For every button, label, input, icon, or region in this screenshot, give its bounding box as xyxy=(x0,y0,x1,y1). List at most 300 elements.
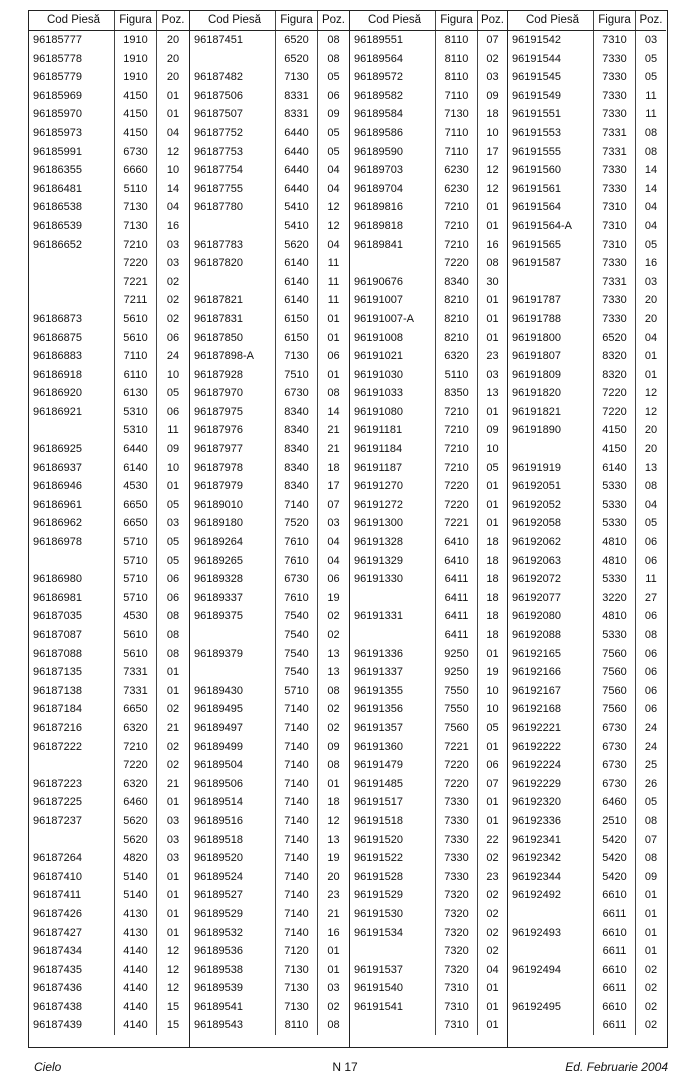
cell-poz: 04 xyxy=(635,198,666,217)
cell-cod-piesa: 96191331 xyxy=(354,610,403,623)
cell-cod-piesa: 96187237 xyxy=(33,814,82,827)
cell-figura: 7320 xyxy=(435,886,477,905)
cell-figura: 5610 xyxy=(114,645,156,664)
cell-cod-piesa: 96187087 xyxy=(33,629,82,641)
table-row xyxy=(29,942,189,961)
cell-figura: 7220 xyxy=(435,254,477,273)
table-row xyxy=(508,831,666,850)
cell-figura: 7210 xyxy=(114,236,156,255)
table-row xyxy=(350,998,507,1017)
cell-figura: 7320 xyxy=(435,942,477,961)
cell-cod-piesa: 96187138 xyxy=(33,684,82,697)
table-row xyxy=(190,329,349,348)
table-row xyxy=(350,105,507,124)
table-row xyxy=(350,868,507,887)
cell-figura: 7560 xyxy=(593,663,635,682)
cell-cod-piesa: 96191030 xyxy=(354,368,403,381)
table-row xyxy=(190,812,349,831)
cell-cod-piesa: 96192166 xyxy=(512,666,561,679)
cell-cod-piesa: 96189518 xyxy=(194,833,243,846)
cell-figura: 5110 xyxy=(114,180,156,199)
cell-cod-piesa: 96189703 xyxy=(354,164,403,177)
cell-poz: 01 xyxy=(477,998,507,1017)
cell-poz: 04 xyxy=(317,180,349,199)
cell-cod-piesa: 96192051 xyxy=(512,480,561,493)
table-header xyxy=(190,11,349,31)
cell-figura: 7220 xyxy=(593,384,635,403)
cell-figura: 6440 xyxy=(275,180,317,199)
table-block xyxy=(508,11,666,1047)
cell-cod-piesa: 96191919 xyxy=(512,461,561,474)
cell-poz: 09 xyxy=(477,87,507,106)
cell-figura: 7220 xyxy=(435,496,477,515)
cell-cod-piesa: 96191821 xyxy=(512,405,561,418)
cell-cod-piesa: 96189497 xyxy=(194,721,243,734)
cell-cod-piesa: 96191008 xyxy=(354,331,403,344)
table-row xyxy=(190,347,349,366)
cell-figura: 7320 xyxy=(435,924,477,943)
table-row xyxy=(190,105,349,124)
table-row xyxy=(190,831,349,850)
cell-cod-piesa: 96186873 xyxy=(33,312,82,325)
cell-cod-piesa: 96192341 xyxy=(512,833,561,846)
cell-cod-piesa xyxy=(190,50,275,69)
cell-cod-piesa: 96191187 xyxy=(354,461,403,474)
cell-figura: 5330 xyxy=(593,496,635,515)
table-row xyxy=(29,589,189,608)
cell-poz: 06 xyxy=(317,87,349,106)
cell-poz: 08 xyxy=(635,626,666,645)
table-row xyxy=(508,384,666,403)
table-row xyxy=(29,291,189,310)
cell-figura: 7140 xyxy=(275,905,317,924)
table-row xyxy=(190,868,349,887)
cell-cod-piesa: 96186978 xyxy=(33,536,82,549)
cell-figura: 7550 xyxy=(435,682,477,701)
cell-figura: 6660 xyxy=(114,161,156,180)
cell-cod-piesa: 96189816 xyxy=(354,201,403,214)
cell-cod-piesa: 96191330 xyxy=(354,573,403,586)
cell-cod-piesa: 96187225 xyxy=(33,796,82,809)
cell-cod-piesa: 96186481 xyxy=(33,182,82,195)
cell-cod-piesa xyxy=(350,254,435,273)
cell-cod-piesa: 96187451 xyxy=(194,34,243,46)
cell-poz: 24 xyxy=(635,719,666,738)
cell-figura: 7310 xyxy=(593,217,635,236)
cell-poz: 05 xyxy=(156,496,189,515)
cell-poz: 02 xyxy=(317,607,349,626)
table-row xyxy=(508,812,666,831)
cell-cod-piesa: 96186918 xyxy=(33,368,82,381)
cell-cod-piesa: 96191890 xyxy=(512,424,561,437)
table-row xyxy=(190,738,349,757)
cell-figura: 5330 xyxy=(593,514,635,533)
cell-figura: 7140 xyxy=(275,775,317,794)
cell-poz: 04 xyxy=(635,329,666,348)
cell-poz: 04 xyxy=(635,496,666,515)
cell-figura: 8340 xyxy=(275,403,317,422)
cell-poz: 03 xyxy=(156,514,189,533)
cell-poz: 05 xyxy=(635,50,666,69)
cell-figura: 5330 xyxy=(593,477,635,496)
table-row xyxy=(29,626,189,645)
table-row xyxy=(508,998,666,1017)
cell-figura: 7210 xyxy=(435,236,477,255)
cell-poz: 08 xyxy=(635,849,666,868)
cell-figura: 6320 xyxy=(114,719,156,738)
table-row xyxy=(508,682,666,701)
cell-figura: 7130 xyxy=(275,68,317,87)
table-row xyxy=(508,273,666,292)
cell-cod-piesa: 96187410 xyxy=(33,870,82,883)
cell-figura: 6320 xyxy=(114,775,156,794)
cell-poz: 18 xyxy=(317,793,349,812)
cell-figura: 4130 xyxy=(114,924,156,943)
cell-figura: 7210 xyxy=(435,459,477,478)
cell-cod-piesa: 96191787 xyxy=(512,294,561,307)
cell-cod-piesa: 96189265 xyxy=(194,554,243,567)
cell-figura: 6150 xyxy=(275,329,317,348)
parts-table xyxy=(28,10,668,1048)
cell-poz: 10 xyxy=(477,124,507,143)
cell-cod-piesa: 96192320 xyxy=(512,796,561,809)
table-row xyxy=(190,979,349,998)
cell-poz: 06 xyxy=(635,682,666,701)
table-row xyxy=(350,366,507,385)
table-row xyxy=(29,31,189,50)
cell-figura: 8110 xyxy=(435,68,477,87)
cell-figura: 7330 xyxy=(435,831,477,850)
cell-figura: 6411 xyxy=(435,607,477,626)
cell-figura: 6140 xyxy=(275,291,317,310)
cell-poz: 01 xyxy=(156,886,189,905)
cell-poz: 13 xyxy=(317,663,349,682)
cell-figura: 7130 xyxy=(275,961,317,980)
cell-cod-piesa: 96187223 xyxy=(33,777,82,790)
table-row xyxy=(190,756,349,775)
table-row xyxy=(350,775,507,794)
cell-cod-piesa: 96191357 xyxy=(354,721,403,734)
cell-cod-piesa: 96187821 xyxy=(194,294,243,307)
cell-cod-piesa: 96191565 xyxy=(512,238,561,251)
cell-figura: 5620 xyxy=(114,831,156,850)
cell-figura: 7220 xyxy=(593,403,635,422)
cell-figura: 6730 xyxy=(275,570,317,589)
table-row xyxy=(350,682,507,701)
cell-figura: 8350 xyxy=(435,384,477,403)
cell-figura: 4820 xyxy=(114,849,156,868)
cell-poz: 07 xyxy=(477,775,507,794)
footer-brand: Cielo xyxy=(34,1060,62,1074)
table-row xyxy=(29,793,189,812)
table-row xyxy=(508,942,666,961)
cell-poz: 10 xyxy=(156,366,189,385)
cell-figura: 6610 xyxy=(593,998,635,1017)
cell-figura: 8340 xyxy=(435,273,477,292)
cell-figura: 7221 xyxy=(435,514,477,533)
table-row xyxy=(29,87,189,106)
cell-poz: 04 xyxy=(156,198,189,217)
cell-figura: 4150 xyxy=(114,87,156,106)
cell-figura: 7320 xyxy=(435,905,477,924)
cell-poz: 08 xyxy=(317,384,349,403)
cell-poz: 02 xyxy=(477,886,507,905)
cell-figura: 7220 xyxy=(435,775,477,794)
cell-figura: 6410 xyxy=(435,533,477,552)
table-row xyxy=(190,68,349,87)
cell-cod-piesa xyxy=(190,626,275,645)
cell-cod-piesa: 96187264 xyxy=(33,852,82,865)
table-row xyxy=(29,533,189,552)
cell-cod-piesa: 96189539 xyxy=(194,982,243,995)
cell-figura: 8110 xyxy=(275,1016,317,1035)
cell-poz: 07 xyxy=(477,31,507,50)
cell-cod-piesa: 96192221 xyxy=(512,721,561,734)
table-row xyxy=(190,236,349,255)
cell-cod-piesa: 96191356 xyxy=(354,703,403,716)
table-row xyxy=(29,217,189,236)
cell-cod-piesa: 96187850 xyxy=(194,331,243,344)
table-row xyxy=(29,198,189,217)
table-row xyxy=(29,607,189,626)
cell-cod-piesa: 96189495 xyxy=(194,703,243,716)
cell-poz: 01 xyxy=(477,645,507,664)
cell-poz: 20 xyxy=(635,310,666,329)
cell-cod-piesa: 96186962 xyxy=(33,517,82,530)
table-row xyxy=(508,719,666,738)
table-row xyxy=(29,459,189,478)
cell-cod-piesa: 96186921 xyxy=(33,405,82,418)
cell-cod-piesa: 96185991 xyxy=(33,145,82,158)
cell-figura: 6110 xyxy=(114,366,156,385)
cell-cod-piesa: 96187507 xyxy=(194,108,243,121)
table-row xyxy=(350,143,507,162)
cell-poz: 05 xyxy=(156,552,189,571)
table-row xyxy=(508,329,666,348)
cell-cod-piesa: 96187979 xyxy=(194,480,243,493)
header-cod-piesa: Cod Piesă xyxy=(367,14,422,26)
cell-poz: 03 xyxy=(156,236,189,255)
cell-poz: 23 xyxy=(477,347,507,366)
cell-figura: 7310 xyxy=(593,198,635,217)
table-row xyxy=(190,998,349,1017)
cell-poz: 02 xyxy=(635,961,666,980)
cell-cod-piesa: 96191540 xyxy=(354,982,403,995)
table-row xyxy=(350,421,507,440)
header-poz: Poz. xyxy=(156,11,189,30)
cell-cod-piesa: 96189590 xyxy=(354,145,403,158)
table-block xyxy=(350,11,508,1047)
header-poz: Poz. xyxy=(477,11,507,30)
cell-figura: 7140 xyxy=(275,924,317,943)
cell-poz: 12 xyxy=(317,812,349,831)
cell-poz: 01 xyxy=(635,905,666,924)
cell-cod-piesa: 96191542 xyxy=(512,34,561,46)
table-row xyxy=(190,514,349,533)
table-row xyxy=(190,589,349,608)
table-row xyxy=(350,384,507,403)
cell-poz: 27 xyxy=(635,589,666,608)
cell-poz: 17 xyxy=(317,477,349,496)
cell-figura: 6611 xyxy=(593,942,635,961)
cell-figura: 5710 xyxy=(114,589,156,608)
table-row xyxy=(350,217,507,236)
cell-poz: 08 xyxy=(156,645,189,664)
table-row xyxy=(29,961,189,980)
cell-figura: 7560 xyxy=(593,700,635,719)
table-row xyxy=(190,570,349,589)
cell-poz: 06 xyxy=(635,533,666,552)
table-row xyxy=(508,403,666,422)
cell-figura: 1910 xyxy=(114,68,156,87)
cell-figura: 6140 xyxy=(114,459,156,478)
cell-poz: 01 xyxy=(477,329,507,348)
cell-cod-piesa: 96187755 xyxy=(194,182,243,195)
cell-cod-piesa: 96186920 xyxy=(33,387,82,400)
cell-poz: 12 xyxy=(156,143,189,162)
cell-poz: 19 xyxy=(317,589,349,608)
cell-cod-piesa xyxy=(508,273,593,292)
cell-poz: 06 xyxy=(156,570,189,589)
cell-cod-piesa: 96187427 xyxy=(33,926,82,939)
table-row xyxy=(350,254,507,273)
cell-figura: 7310 xyxy=(435,998,477,1017)
cell-poz: 01 xyxy=(477,310,507,329)
footer-page-number: N 17 xyxy=(332,1060,358,1074)
cell-cod-piesa: 96189379 xyxy=(194,647,243,660)
table-row xyxy=(350,477,507,496)
cell-poz: 08 xyxy=(635,477,666,496)
cell-cod-piesa: 96192344 xyxy=(512,870,561,883)
cell-figura: 7330 xyxy=(435,793,477,812)
table-row xyxy=(350,68,507,87)
table-row xyxy=(29,663,189,682)
cell-cod-piesa xyxy=(508,905,593,924)
cell-figura: 6411 xyxy=(435,570,477,589)
cell-cod-piesa xyxy=(508,1016,593,1035)
cell-figura: 9250 xyxy=(435,645,477,664)
table-row xyxy=(508,310,666,329)
cell-cod-piesa: 96191184 xyxy=(354,443,403,456)
cell-poz: 20 xyxy=(156,68,189,87)
cell-poz: 17 xyxy=(477,143,507,162)
table-row xyxy=(508,477,666,496)
cell-cod-piesa: 96187088 xyxy=(33,647,82,660)
cell-figura: 7220 xyxy=(114,756,156,775)
table-row xyxy=(508,50,666,69)
cell-cod-piesa: 96187975 xyxy=(194,405,243,418)
table-row xyxy=(190,775,349,794)
cell-poz: 05 xyxy=(317,68,349,87)
cell-figura: 7560 xyxy=(435,719,477,738)
cell-cod-piesa: 96187506 xyxy=(194,89,243,102)
cell-poz: 01 xyxy=(477,812,507,831)
cell-cod-piesa: 96191549 xyxy=(512,89,561,102)
cell-poz: 12 xyxy=(635,403,666,422)
cell-poz: 12 xyxy=(317,198,349,217)
cell-figura: 6140 xyxy=(275,273,317,292)
header-poz: Poz. xyxy=(635,11,666,30)
cell-poz: 01 xyxy=(477,738,507,757)
table-row xyxy=(350,273,507,292)
table-row xyxy=(29,886,189,905)
table-row xyxy=(350,459,507,478)
cell-figura: 6460 xyxy=(114,793,156,812)
cell-figura: 7560 xyxy=(593,645,635,664)
cell-figura: 7120 xyxy=(275,942,317,961)
table-row xyxy=(29,329,189,348)
table-row xyxy=(508,421,666,440)
cell-cod-piesa: 96191328 xyxy=(354,536,403,549)
cell-poz: 08 xyxy=(317,50,349,69)
cell-poz: 08 xyxy=(317,756,349,775)
cell-figura: 5140 xyxy=(114,868,156,887)
cell-cod-piesa: 96187898-A xyxy=(194,350,254,363)
cell-figura: 6520 xyxy=(593,329,635,348)
cell-cod-piesa: 96191485 xyxy=(354,777,403,790)
table-row xyxy=(508,905,666,924)
cell-poz: 10 xyxy=(477,440,507,459)
cell-figura: 7330 xyxy=(593,87,635,106)
cell-poz: 03 xyxy=(477,366,507,385)
cell-figura: 7310 xyxy=(593,236,635,255)
header-cod-piesa: Cod Piesă xyxy=(525,14,580,26)
cell-cod-piesa: 96189337 xyxy=(194,591,243,604)
cell-cod-piesa: 96189529 xyxy=(194,907,243,920)
table-row xyxy=(29,849,189,868)
table-row xyxy=(508,236,666,255)
table-row xyxy=(350,87,507,106)
cell-poz: 10 xyxy=(477,700,507,719)
table-row xyxy=(190,886,349,905)
table-row xyxy=(508,589,666,608)
cell-cod-piesa: 96186355 xyxy=(33,164,82,177)
cell-figura: 7330 xyxy=(593,180,635,199)
cell-poz: 01 xyxy=(156,87,189,106)
table-row xyxy=(350,403,507,422)
cell-cod-piesa: 96189704 xyxy=(354,182,403,195)
cell-cod-piesa: 96187434 xyxy=(33,945,82,958)
cell-figura: 6440 xyxy=(275,161,317,180)
cell-poz: 19 xyxy=(477,663,507,682)
cell-figura: 7110 xyxy=(435,124,477,143)
cell-cod-piesa: 96189514 xyxy=(194,796,243,809)
cell-figura: 7330 xyxy=(593,161,635,180)
cell-figura: 5330 xyxy=(593,570,635,589)
cell-figura: 7610 xyxy=(275,552,317,571)
table-row xyxy=(508,366,666,385)
table-row xyxy=(508,979,666,998)
cell-cod-piesa: 96187970 xyxy=(194,387,243,400)
header-figura: Figura xyxy=(275,11,317,30)
table-row xyxy=(508,552,666,571)
cell-cod-piesa: 96186539 xyxy=(33,219,82,232)
table-row xyxy=(29,570,189,589)
cell-figura: 7331 xyxy=(593,124,635,143)
cell-cod-piesa: 96191564-A xyxy=(512,219,572,232)
cell-figura: 4140 xyxy=(114,998,156,1017)
cell-figura: 7140 xyxy=(275,886,317,905)
cell-poz: 20 xyxy=(635,291,666,310)
cell-figura: 3220 xyxy=(593,589,635,608)
cell-cod-piesa: 96192058 xyxy=(512,517,561,530)
cell-figura: 7330 xyxy=(593,50,635,69)
cell-poz: 19 xyxy=(317,849,349,868)
cell-cod-piesa: 96192495 xyxy=(512,1000,561,1013)
cell-cod-piesa: 96189524 xyxy=(194,870,243,883)
table-row xyxy=(190,533,349,552)
cell-figura: 7550 xyxy=(435,700,477,719)
